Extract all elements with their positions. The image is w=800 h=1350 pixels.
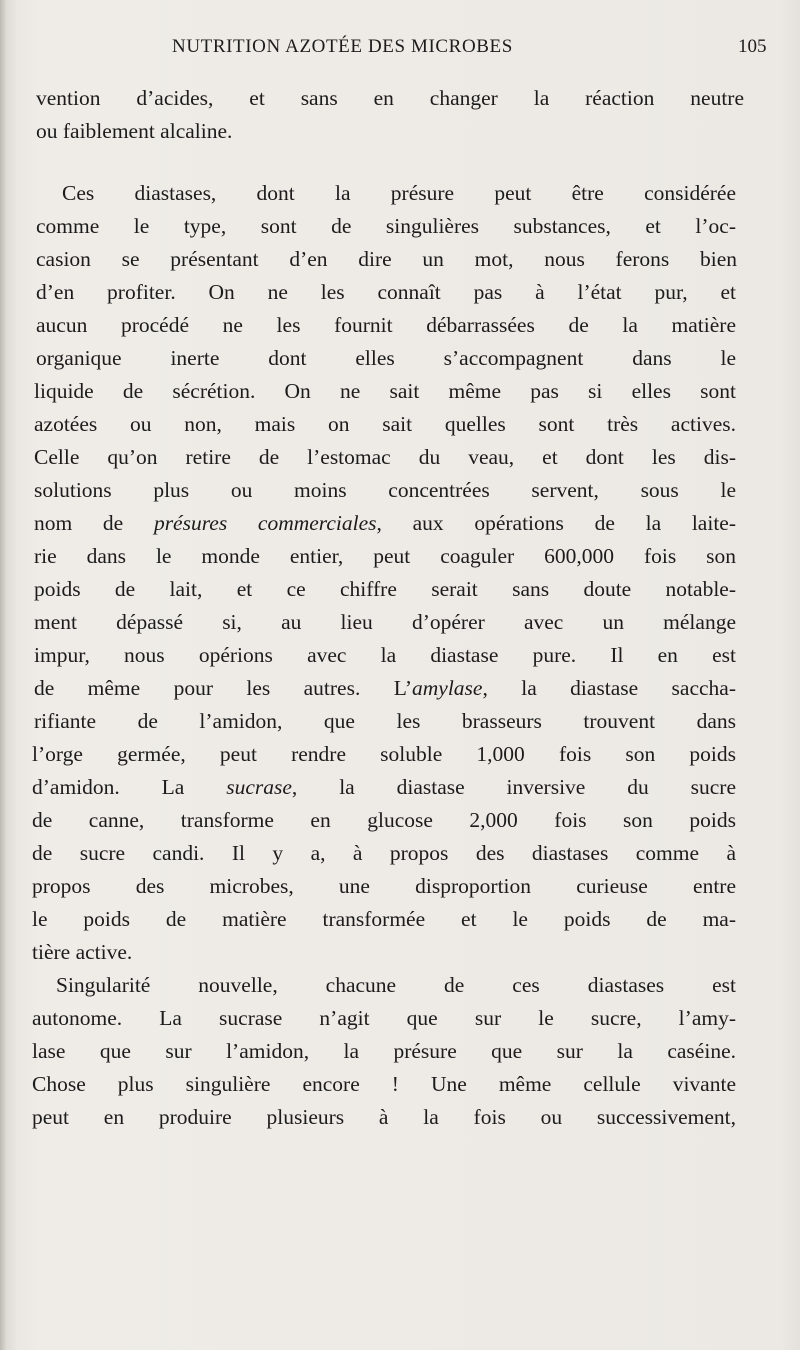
text-segment: propos des microbes, une disproportion curieuse entre (32, 874, 736, 898)
text-line (36, 245, 737, 273)
text-line (32, 806, 736, 834)
italic-term: amylase (412, 676, 483, 700)
text-line (36, 278, 736, 306)
text-segment: nom de (34, 511, 154, 535)
text-line (32, 1004, 736, 1032)
text-line (34, 641, 736, 669)
text-segment: impur, nous opérions avec la diastase pure. Il en est (34, 643, 736, 667)
text-line (34, 443, 736, 471)
text-line (36, 344, 736, 372)
running-title: NUTRITION AZOTÉE DES MICROBES (172, 36, 513, 57)
text-segment: rifiante de l’amidon, que les brasseurs trouvent dans (34, 709, 736, 733)
text-segment: casion se présentant d’en dire un mot, nous ferons bien (36, 247, 737, 271)
text-segment: peut en produire plusieurs à la fois ou successivement, (32, 1105, 736, 1129)
text-line (34, 509, 736, 537)
text-line (32, 773, 736, 801)
page-number: 105 (738, 36, 767, 57)
text-segment: tière active. (32, 940, 133, 964)
text-line (36, 311, 736, 339)
text-segment: d’en profiter. On ne les connaît pas à l’état pur, et (36, 280, 736, 304)
text-line (34, 575, 736, 603)
text-segment: organique inerte dont elles s’accompagnent dans le (36, 346, 736, 370)
text-segment: azotées ou non, mais on sait quelles sont très actives. (34, 412, 736, 436)
text-line (34, 674, 736, 702)
text-segment: ou faiblement alcaline. (36, 119, 233, 143)
text-line (32, 1103, 736, 1131)
italic-term: présures commerciales (153, 511, 377, 535)
text-segment: , aux opérations de la laite- (376, 511, 736, 535)
binding-edge (0, 0, 6, 1350)
text-line (32, 872, 736, 900)
text-line (34, 707, 736, 735)
text-line (34, 476, 736, 504)
text-segment: Ces diastases, dont la présure peut être considérée (62, 181, 736, 205)
text-segment: de même pour les autres. L’ (34, 676, 413, 700)
text-line (62, 179, 736, 207)
text-segment: Celle qu’on retire de l’estomac du veau, et dont les dis- (34, 445, 736, 469)
page-header (0, 36, 800, 66)
text-segment: , la diastase saccha- (482, 676, 736, 700)
text-segment: solutions plus ou moins concentrées servent, sous le (34, 478, 736, 502)
text-segment: vention d’acides, et sans en changer la réaction neutre (36, 86, 744, 110)
text-line (32, 740, 736, 768)
text-line (32, 1070, 736, 1098)
text-segment: aucun procédé ne les fournit débarrassées de la matière (36, 313, 736, 337)
text-segment: le poids de matière transformée et le poids de ma- (32, 907, 736, 931)
text-line (36, 117, 276, 145)
text-segment: de canne, transforme en glucose 2,000 fois son poids (32, 808, 736, 832)
text-segment: Chose plus singulière encore ! Une même cellule vivante (32, 1072, 736, 1096)
text-line (32, 905, 736, 933)
text-segment: ment dépassé si, au lieu d’opérer avec un mélange (34, 610, 736, 634)
text-segment: rie dans le monde entier, peut coaguler 600,000 fois son (34, 544, 736, 568)
text-line (32, 1037, 736, 1065)
text-segment: autonome. La sucrase n’agit que sur le sucre, l’amy- (32, 1006, 736, 1030)
text-line (34, 608, 736, 636)
text-line (34, 410, 736, 438)
italic-term: sucrase (226, 775, 292, 799)
text-line (36, 212, 736, 240)
text-segment: lase que sur l’amidon, la présure que sur la caséine. (32, 1039, 736, 1063)
text-segment: d’amidon. La (32, 775, 227, 799)
text-line (56, 971, 736, 999)
text-segment: comme le type, sont de singulières substances, et l’oc- (36, 214, 736, 238)
text-segment: de sucre candi. Il y a, à propos des diastases comme à (32, 841, 736, 865)
text-line (32, 938, 232, 966)
text-line (34, 377, 736, 405)
text-line (36, 84, 744, 112)
text-segment: Singularité nouvelle, chacune de ces diastases est (56, 973, 736, 997)
text-segment: , la diastase inversive du sucre (291, 775, 736, 799)
text-segment: poids de lait, et ce chiffre serait sans doute notable- (34, 577, 736, 601)
text-line (32, 839, 736, 867)
text-segment: l’orge germée, peut rendre soluble 1,000 fois son poids (32, 742, 736, 766)
text-line (34, 542, 736, 570)
text-segment: liquide de sécrétion. On ne sait même pas si elles sont (34, 379, 736, 403)
